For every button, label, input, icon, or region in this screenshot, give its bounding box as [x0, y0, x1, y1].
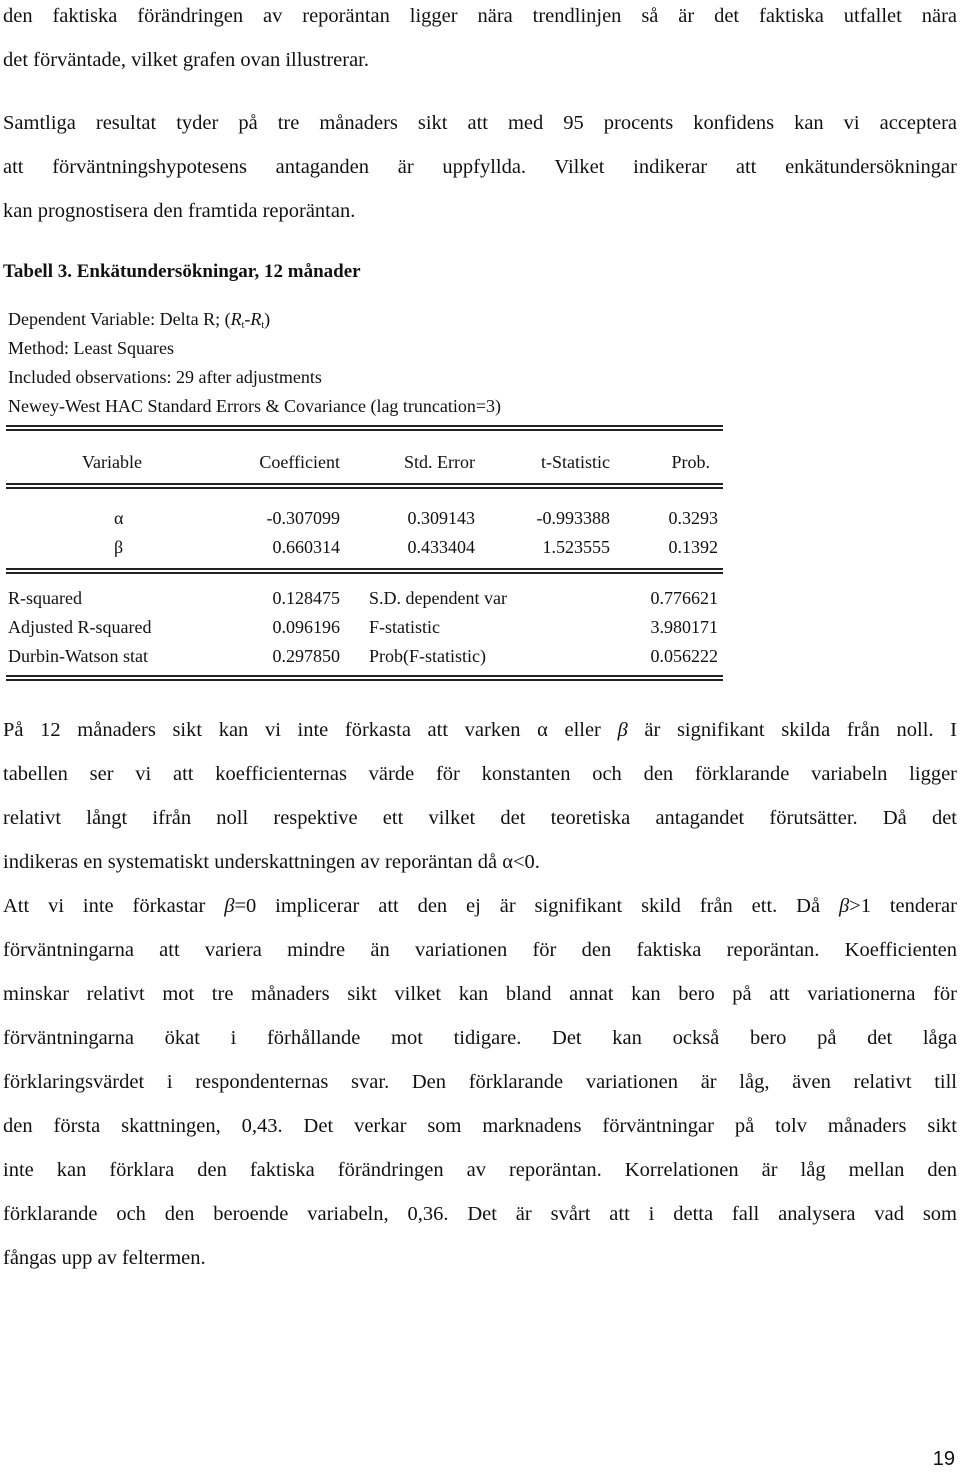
body-line-12: förklarande och den beroende variabeln, 0,36. Det är svårt att i detta fall analysera vad som — [3, 1203, 957, 1225]
stat-value-r-squared: 0.128475 — [272, 588, 340, 608]
body-line-1: På 12 månaders sikt kan vi inte förkasta att varken α eller β är signifikant skilda från noll. I — [3, 719, 957, 741]
middle-rule-1 — [6, 568, 723, 570]
row-alpha-coefficient: -0.307099 — [266, 508, 340, 528]
row-alpha-std-error: 0.309143 — [407, 508, 475, 528]
middle-rule-2 — [6, 572, 723, 574]
stat-value-adj-r-squared: 0.096196 — [272, 617, 340, 637]
row-alpha-prob: 0.3293 — [668, 508, 718, 528]
table-top-rule-2 — [6, 429, 723, 431]
body-line-4: indikeras en systematiskt underskattningen av reporäntan då α<0. — [3, 851, 540, 873]
body-line-11: inte kan förklara den faktiska förändringen av reporäntan. Korrelationen är låg mellan den — [3, 1159, 957, 1181]
header-t-statistic: t-Statistic — [541, 452, 610, 472]
bottom-rule-2 — [6, 679, 723, 681]
stat-label-durbin-watson: Durbin-Watson stat — [8, 646, 149, 666]
row-beta-variable: β — [114, 537, 124, 557]
body-line-2: tabellen ser vi att koefficienternas värde för konstanten och den förklarande variabeln ligger — [3, 763, 957, 785]
body-line-9: förklaringsvärdet i respondenternas svar. Den förklarande variationen är låg, även relativt till — [3, 1071, 957, 1093]
body-line-3: relativt långt ifrån noll respektive ett vilket det teoretiska antagandet förutsätter. Då det — [3, 807, 957, 829]
header-rule-1 — [6, 483, 723, 485]
intro-line-4: att förväntningshypotesens antaganden är uppfyllda. Vilket indikerar att enkätundersökningar — [3, 156, 957, 178]
table-caption: Tabell 3. Enkätundersökningar, 12 månader — [3, 261, 361, 282]
row-beta-t-statistic: 1.523555 — [542, 537, 610, 557]
dependent-variable: Dependent Variable: Delta R; $(R_t-R_t)$ — [8, 309, 271, 331]
header-prob: Prob. — [671, 452, 710, 472]
header-std-error: Std. Error — [404, 452, 475, 472]
body-line-10: den första skattningen, 0,43. Det verkar som marknadens förväntningar på tolv månaders sikt — [3, 1115, 957, 1137]
row-alpha-t-statistic: -0.993388 — [536, 508, 610, 528]
page-number: 19 — [932, 1448, 955, 1470]
stat-value-sd-dependent: 0.776621 — [650, 588, 718, 608]
header-coefficient: Coefficient — [259, 452, 340, 472]
stat-label-f-statistic: F-statistic — [369, 617, 440, 637]
header-variable: Variable — [82, 452, 142, 472]
row-alpha-variable: α — [114, 508, 124, 528]
row-beta-std-error: 0.433404 — [407, 537, 475, 557]
bottom-rule-1 — [6, 675, 723, 677]
intro-line-5: kan prognostisera den framtida reporäntan. — [3, 200, 356, 222]
intro-line-3: Samtliga resultat tyder på tre månaders sikt att med 95 procents konfidens kan vi acceptera — [3, 112, 957, 134]
row-beta-prob: 0.1392 — [668, 537, 718, 557]
stat-value-f-statistic: 3.980171 — [650, 617, 718, 637]
stat-label-sd-dependent: S.D. dependent var — [369, 588, 507, 608]
body-line-6: förväntningarna att variera mindre än variationen för den faktiska reporäntan. Koefficienten — [3, 939, 957, 961]
intro-line-1: den faktiska förändringen av reporäntan ligger nära trendlinjen så är det faktiska utfallet nära — [3, 5, 957, 27]
hac-note: Newey-West HAC Standard Errors & Covariance (lag truncation=3) — [8, 396, 502, 416]
stat-label-adj-r-squared: Adjusted R-squared — [8, 617, 152, 637]
included-observations: Included observations: 29 after adjustments — [8, 367, 322, 387]
row-beta-coefficient: 0.660314 — [272, 537, 340, 557]
header-rule-2 — [6, 487, 723, 489]
body-line-13: fångas upp av feltermen. — [3, 1247, 206, 1269]
method: Method: Least Squares — [8, 338, 174, 358]
stat-value-prob-f: 0.056222 — [650, 646, 718, 666]
body-line-5: Att vi inte förkastar β=0 implicerar att den ej är signifikant skild från ett. Då β>1 tenderar — [3, 895, 957, 917]
stat-label-r-squared: R-squared — [8, 588, 82, 608]
intro-line-2: det förväntade, vilket grafen ovan illustrerar. — [3, 49, 370, 71]
table-top-rule-1 — [6, 425, 723, 427]
body-line-8: förväntningarna ökat i förhållande mot tidigare. Det kan också bero på det låga — [3, 1027, 957, 1049]
body-line-7: minskar relativt mot tre månaders sikt vilket kan bland annat kan bero på att variationerna för — [3, 983, 957, 1005]
stat-label-prob-f: Prob(F-statistic) — [369, 646, 486, 666]
stat-value-durbin-watson: 0.297850 — [272, 646, 340, 666]
